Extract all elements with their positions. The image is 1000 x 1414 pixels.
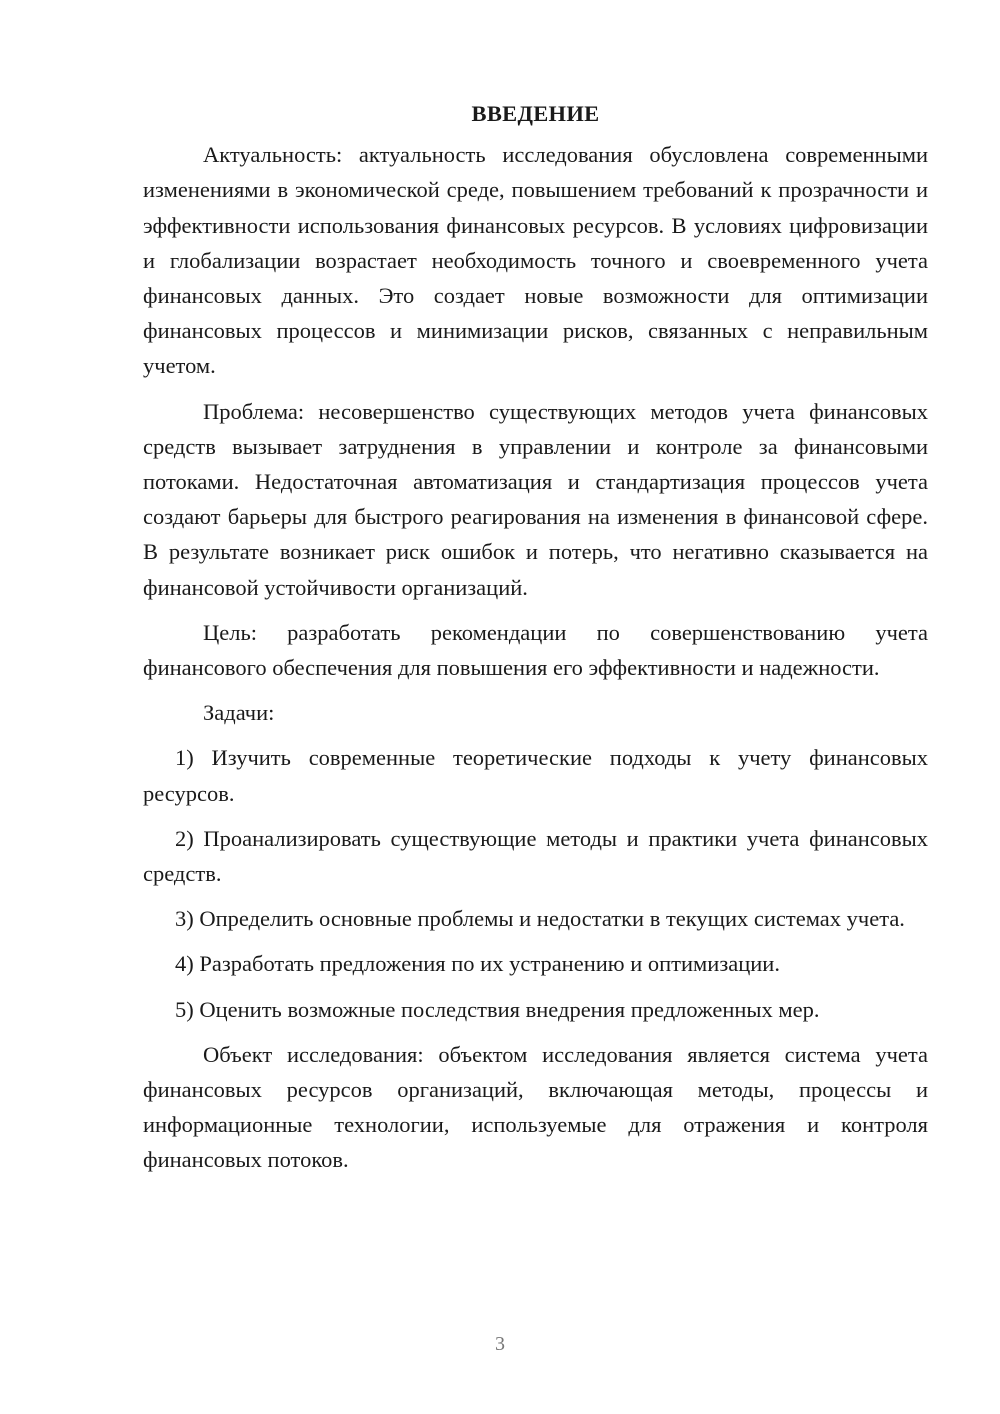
tasks-heading: Задачи: — [203, 700, 275, 726]
section-title: ВВЕДЕНИЕ — [471, 101, 600, 126]
paragraph-relevance: Актуальность: актуальность исследования обусловлена современными изменениями в экономической среде, повышением требований к прозрачности и эффективности использования финансовых ресурсов. В условиях цифровизации и глобализации возрастает необходимость точного и своевременного учета финансовых данных. Это создает новые возможности для оптимизации финансовых процессов и минимизации рисков, связанных с неправильным учетом. — [143, 142, 928, 379]
paragraph-goal: Цель: разработать рекомендации по совершенствованию учета финансового обеспечения для повышения его эффективности и надежности. — [143, 619, 928, 681]
task-item-4: 4) Разработать предложения по их устранению и оптимизации. — [175, 951, 780, 977]
page-number: 3 — [495, 1333, 505, 1355]
document-page — [143, 96, 928, 1188]
paragraph-object: Объект исследования: объектом исследования является система учета финансовых ресурсов организаций, включающая методы, процессы и информационные технологии, используемые для отражения и контроля финансовых потоков. — [143, 1041, 928, 1173]
task-item-1: 1) Изучить современные теоретические подходы к учету финансовых ресурсов. — [143, 745, 928, 806]
paragraph-problem: Проблема: несовершенство существующих методов учета финансовых средств вызывает затруднения в управлении и контроле за финансовыми потоками. Недостаточная автоматизация и стандартизация процессов учета создают барьеры для быстрого реагирования на изменения в финансовой сфере. В результате возникает риск ошибок и потерь, что негативно сказывается на финансовой устойчивости организаций. — [143, 398, 928, 600]
task-item-5: 5) Оценить возможные последствия внедрения предложенных мер. — [175, 996, 820, 1022]
task-item-3: 3) Определить основные проблемы и недостатки в текущих системах учета. — [175, 906, 905, 932]
task-item-2: 2) Проанализировать существующие методы и практики учета финансовых средств. — [143, 825, 928, 887]
